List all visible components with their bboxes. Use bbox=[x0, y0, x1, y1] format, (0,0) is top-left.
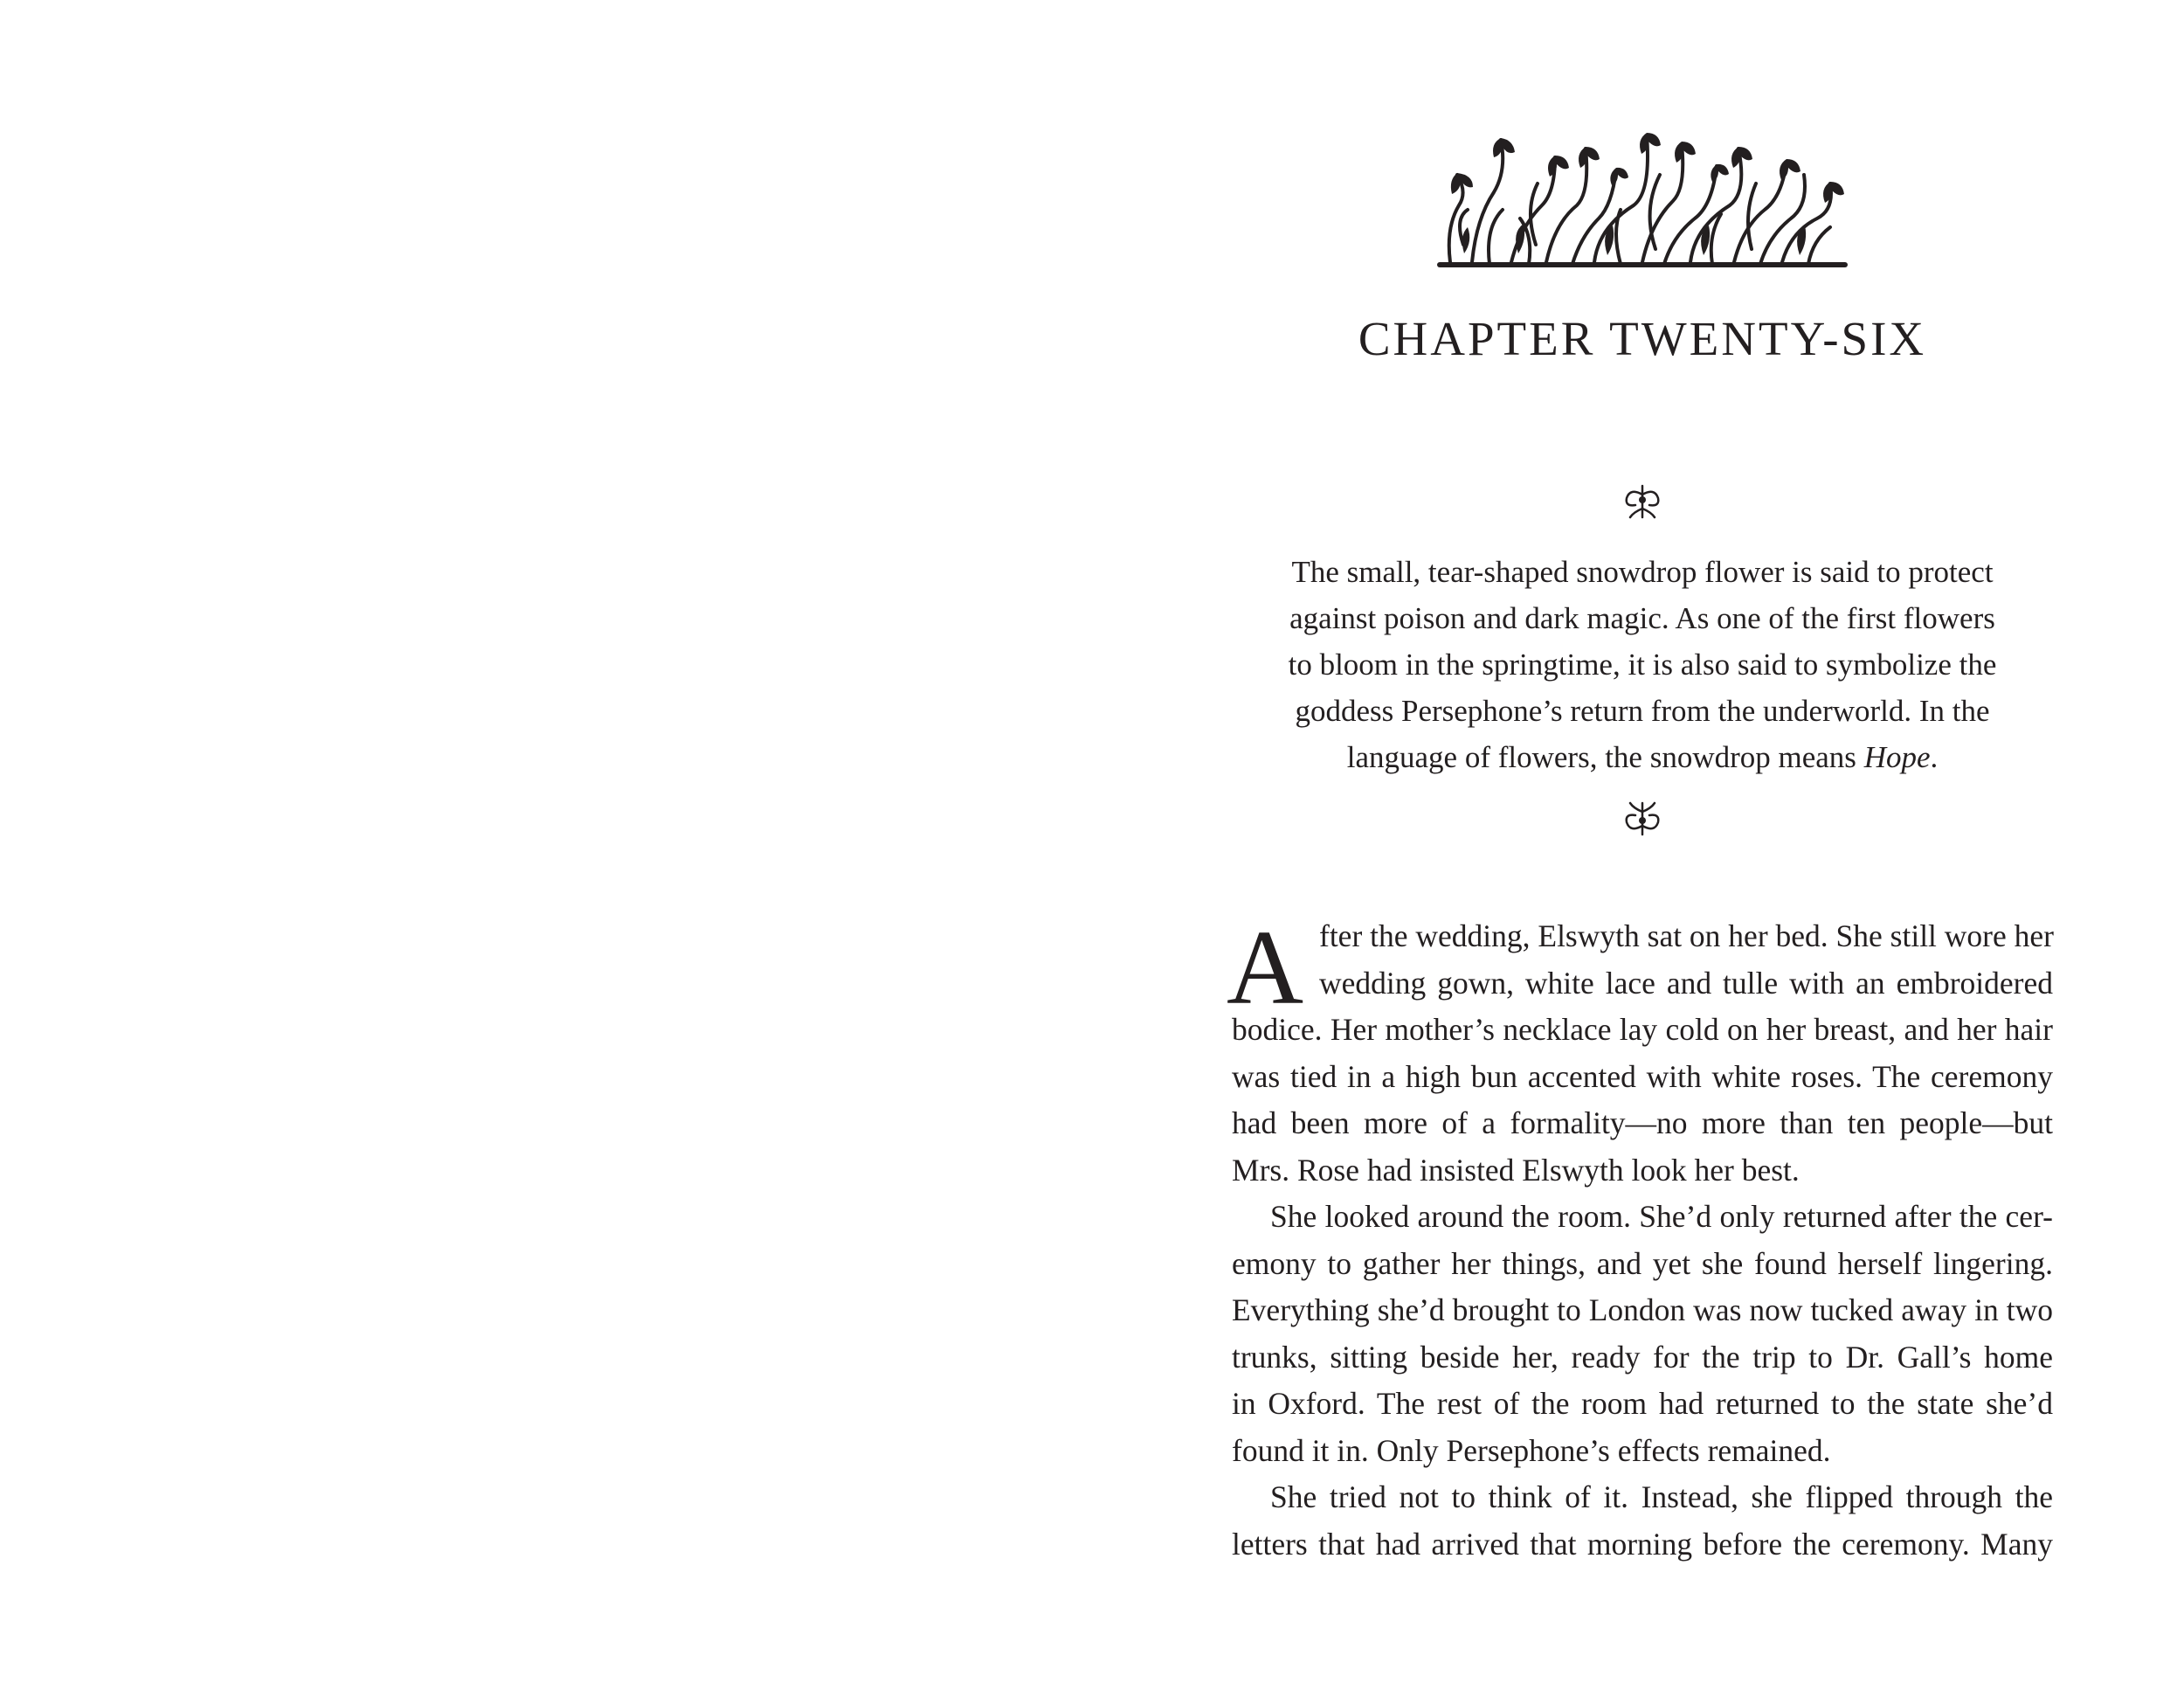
fleuron-icon bbox=[1618, 482, 1667, 521]
chapter-title: CHAPTER TWENTY-SIX bbox=[1358, 312, 1927, 365]
body-line: Mrs. Rose had insisted Elswyth look her best. bbox=[1232, 1152, 1800, 1188]
fleuron-icon bbox=[1618, 800, 1667, 838]
body-line: She looked around the room. She’d only returned after the cer- bbox=[1270, 1199, 2053, 1234]
body-line: wedding gown, white lace and tulle with an embroidered bbox=[1319, 965, 2053, 1001]
epigraph-punctuation: . bbox=[1930, 740, 1939, 774]
epigraph-line: against poison and dark magic. As one of the first flowers bbox=[1289, 601, 1995, 635]
chapter-body bbox=[1227, 909, 2054, 1568]
body-line: Everything she’d brought to London was now tucked away in two bbox=[1232, 1292, 2053, 1327]
body-line: trunks, sitting beside her, ready for the trip to Dr. Gall’s home bbox=[1232, 1339, 2053, 1375]
epigraph-line: to bloom in the springtime, it is also said to symbolize the bbox=[1288, 648, 1997, 682]
epigraph-text: language of flowers, the snowdrop means bbox=[1346, 740, 1864, 774]
drop-cap: A bbox=[1227, 909, 1304, 1027]
body-line: emony to gather her things, and yet she found herself lingering. bbox=[1232, 1245, 2053, 1281]
body-line: had been more of a formality—no more than ten people—but bbox=[1232, 1105, 2053, 1140]
body-line: fter the wedding, Elswyth sat on her bed. She still wore her bbox=[1319, 918, 2054, 953]
epigraph-line: goddess Persephone’s return from the underworld. In the bbox=[1295, 694, 1990, 728]
epigraph-emphasis: Hope bbox=[1863, 740, 1931, 774]
epigraph bbox=[1258, 549, 2027, 780]
epigraph-line: The small, tear-shaped snowdrop flower is said to protect bbox=[1291, 555, 1994, 589]
body-line: in Oxford. The rest of the room had returned to the state she’d bbox=[1232, 1386, 2053, 1421]
right-page bbox=[1092, 0, 2184, 1683]
body-line: was tied in a high bun accented with white roses. The ceremony bbox=[1232, 1058, 2053, 1094]
body-line: found it in. Only Persephone’s effects remained. bbox=[1232, 1432, 1831, 1468]
body-line: bodice. Her mother’s necklace lay cold on her breast, and her hair bbox=[1232, 1012, 2053, 1047]
epigraph-last-line bbox=[1258, 734, 2027, 780]
body-line: letters that had arrived that morning before the ceremony. Many bbox=[1232, 1526, 2053, 1562]
body-line: She tried not to think of it. Instead, she flipped through the bbox=[1270, 1479, 2053, 1514]
snowdrop-flowers-icon bbox=[1433, 122, 1852, 271]
